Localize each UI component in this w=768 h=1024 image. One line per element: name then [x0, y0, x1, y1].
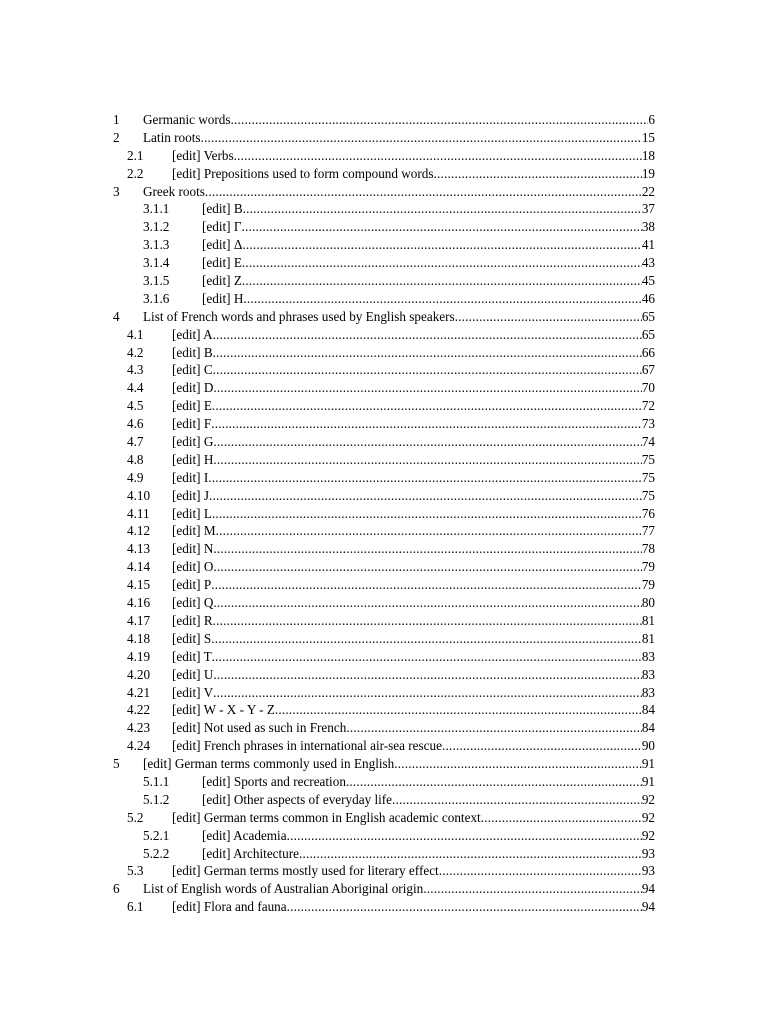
dot-leader: [231, 111, 649, 129]
dot-leader: [213, 344, 642, 362]
toc-entry-number: 5.1.1: [143, 773, 170, 789]
toc-entry-title: [edit] N: [172, 541, 214, 557]
toc-entry[interactable]: [113, 791, 655, 809]
toc-entry-page-number: 45: [641, 273, 655, 289]
toc-entry-number: 4.22: [127, 702, 151, 718]
toc-entry-page-number: 43: [641, 255, 655, 271]
toc-entry-number: 4.12: [127, 523, 151, 539]
toc-entry-page-number: 81: [641, 612, 655, 628]
toc-entry-title: [edit] Flora and fauna: [172, 899, 287, 915]
dot-leader: [243, 290, 641, 308]
toc-entry-page-number: 83: [641, 684, 655, 700]
toc-entry-title: [edit] H: [202, 290, 244, 306]
toc-entry[interactable]: [113, 845, 655, 863]
toc-entry[interactable]: [113, 594, 655, 612]
toc-entry-number: 4.1: [127, 326, 144, 342]
toc-entry-number: 4.24: [127, 738, 151, 754]
toc-entry-title: [edit] Q: [172, 595, 214, 611]
toc-entry-title: [edit] Architecture: [202, 845, 300, 861]
toc-entry-number: 4.4: [127, 380, 144, 396]
toc-entry-page-number: 74: [641, 434, 655, 450]
toc-entry[interactable]: [113, 111, 655, 129]
toc-entry-number: 4.15: [127, 577, 151, 593]
toc-entry-title: [edit] R: [172, 612, 213, 628]
toc-entry-page-number: 76: [641, 505, 655, 521]
dot-leader: [213, 433, 641, 451]
dot-leader: [213, 684, 642, 702]
toc-entry[interactable]: [113, 326, 655, 344]
toc-entry-page-number: 75: [641, 487, 655, 503]
toc-entry-title: [edit] Δ: [202, 237, 243, 253]
dot-leader: [216, 522, 642, 540]
toc-entry-title: [edit] B: [172, 344, 213, 360]
dot-leader: [299, 845, 642, 863]
toc-entry-number: 6.1: [127, 899, 144, 915]
toc-entry[interactable]: [113, 290, 655, 308]
toc-entry-number: 3.1.5: [143, 273, 170, 289]
toc-entry-page-number: 81: [641, 630, 655, 646]
toc-entry[interactable]: [113, 898, 655, 916]
dot-leader: [211, 415, 642, 433]
dot-leader: [212, 397, 642, 415]
toc-entry[interactable]: [113, 487, 655, 505]
dot-leader: [234, 147, 642, 165]
toc-entry-number: 5.3: [127, 863, 144, 879]
toc-entry-title: [edit] French phrases in international air-sea rescue: [172, 738, 442, 754]
toc-entry-page-number: 37: [641, 201, 655, 217]
dot-leader: [205, 183, 642, 201]
toc-entry-page-number: 19: [641, 165, 655, 181]
toc-entry-page-number: 93: [641, 845, 655, 861]
dot-leader: [287, 827, 642, 845]
dot-leader: [241, 218, 641, 236]
toc-entry-number: 4.11: [127, 505, 150, 521]
toc-entry[interactable]: [113, 254, 655, 272]
toc-entry-page-number: 91: [641, 756, 655, 772]
toc-entry[interactable]: [113, 648, 655, 666]
toc-entry-page-number: 46: [641, 290, 655, 306]
toc-entry-number: 3.1.4: [143, 255, 170, 271]
toc-entry[interactable]: [113, 236, 655, 254]
toc-entry-title: [edit] E: [172, 398, 212, 414]
toc-entry-number: 5: [113, 756, 120, 772]
toc-entry[interactable]: [113, 505, 655, 523]
toc-entry-page-number: 84: [641, 702, 655, 718]
toc-entry[interactable]: [113, 737, 655, 755]
toc-entry-page-number: 18: [641, 147, 655, 163]
toc-entry-page-number: 83: [641, 648, 655, 664]
toc-entry[interactable]: [113, 684, 655, 702]
toc-entry-page-number: 94: [641, 899, 655, 915]
dot-leader: [242, 236, 641, 254]
toc-entry-title: [edit] O: [172, 559, 214, 575]
toc-entry[interactable]: [113, 183, 655, 201]
dot-leader: [213, 540, 641, 558]
toc-entry[interactable]: [113, 701, 655, 719]
toc-entry-title: [edit] M: [172, 523, 216, 539]
toc-entry-page-number: 93: [641, 863, 655, 879]
toc-entry-title: [edit] S: [172, 630, 212, 646]
toc-entry-title: [edit] I: [172, 469, 209, 485]
dot-leader: [275, 701, 642, 719]
toc-entry[interactable]: [113, 666, 655, 684]
toc-entry-page-number: 92: [641, 827, 655, 843]
dot-leader: [439, 862, 642, 880]
toc-entry-number: 4.16: [127, 595, 151, 611]
dot-leader: [242, 272, 642, 290]
toc-entry-page-number: 92: [641, 809, 655, 825]
dot-leader: [442, 737, 642, 755]
toc-entry-title: [edit] V: [172, 684, 214, 700]
toc-entry[interactable]: [113, 755, 655, 773]
toc-entry-page-number: 90: [641, 738, 655, 754]
dot-leader: [201, 129, 642, 147]
toc-entry-number: 5.1.2: [143, 791, 170, 807]
toc-entry-page-number: 78: [641, 541, 655, 557]
toc-entry[interactable]: [113, 540, 655, 558]
toc-entry-number: 4.23: [127, 720, 151, 736]
toc-entry-page-number: 92: [641, 791, 655, 807]
toc-entry[interactable]: [113, 558, 655, 576]
toc-entry[interactable]: [113, 165, 655, 183]
toc-entry[interactable]: [113, 862, 655, 880]
toc-entry-page-number: 80: [641, 595, 655, 611]
toc-entry-number: 2.2: [127, 165, 144, 181]
toc-entry-page-number: 15: [641, 129, 655, 145]
toc-entry[interactable]: [113, 147, 655, 165]
toc-entry-number: 3: [113, 183, 120, 199]
dot-leader: [287, 898, 642, 916]
toc-entry-title: [edit] E: [202, 255, 242, 271]
toc-entry-page-number: 65: [641, 326, 655, 342]
toc-entry[interactable]: [113, 218, 655, 236]
toc-entry-number: 2: [113, 129, 120, 145]
toc-entry-number: 2.1: [127, 147, 144, 163]
dot-leader: [211, 576, 642, 594]
toc-entry-number: 4.5: [127, 398, 144, 414]
toc-entry-page-number: 94: [641, 881, 655, 897]
toc-entry-title: [edit] Verbs: [172, 147, 234, 163]
dot-leader: [392, 791, 642, 809]
dot-leader: [212, 505, 642, 523]
toc-entry-page-number: 73: [641, 416, 655, 432]
toc-entry-number: 4.6: [127, 416, 144, 432]
toc-entry-title: Greek roots: [143, 183, 205, 199]
toc-entry-page-number: 91: [641, 773, 655, 789]
dot-leader: [346, 719, 641, 737]
toc-entry-title: [edit] German terms commonly used in English: [143, 756, 395, 772]
toc-entry-title: [edit] German terms mostly used for literary effect: [172, 863, 439, 879]
toc-entry-title: List of English words of Australian Aboriginal origin: [143, 881, 424, 897]
toc-entry-number: 5.2: [127, 809, 144, 825]
toc-entry-title: [edit] Γ: [202, 219, 242, 235]
dot-leader: [213, 612, 642, 630]
dot-leader: [208, 469, 642, 487]
dot-leader: [213, 451, 641, 469]
toc-entry-number: 4.7: [127, 434, 144, 450]
toc-entry-title: [edit] F: [172, 416, 212, 432]
toc-entry-title: [edit] U: [172, 666, 214, 682]
toc-entry-title: [edit] Not used as such in French: [172, 720, 347, 736]
toc-entry-number: 4.9: [127, 469, 144, 485]
toc-entry-title: [edit] C: [172, 362, 213, 378]
toc-entry-title: Latin roots: [143, 129, 201, 145]
toc-entry-number: 4.14: [127, 559, 151, 575]
toc-entry[interactable]: [113, 809, 655, 827]
toc-entry-number: 4.18: [127, 630, 151, 646]
toc-entry-title: [edit] L: [172, 505, 212, 521]
toc-entry[interactable]: [113, 880, 655, 898]
toc-entry-number: 4.13: [127, 541, 151, 557]
toc-entry[interactable]: [113, 308, 655, 326]
toc-entry[interactable]: [113, 522, 655, 540]
toc-entry-page-number: 83: [641, 666, 655, 682]
toc-entry-number: 1: [113, 112, 120, 127]
toc-entry[interactable]: [113, 129, 655, 147]
toc-entry-page-number: 65: [641, 308, 655, 324]
toc-entry-title: Germanic words: [143, 112, 231, 127]
toc-entry[interactable]: [113, 397, 655, 415]
toc-entry[interactable]: [113, 451, 655, 469]
toc-entry-page-number: 79: [641, 577, 655, 593]
toc-entry-title: [edit] German terms common in English academic context: [172, 809, 481, 825]
toc-entry-page-number: 75: [641, 451, 655, 467]
dot-leader: [212, 648, 642, 666]
toc-entry[interactable]: [113, 827, 655, 845]
toc-entry[interactable]: [113, 576, 655, 594]
dot-leader: [213, 379, 641, 397]
toc-entry-title: [edit] Z: [202, 273, 242, 289]
dot-leader: [394, 755, 642, 773]
toc-entry-number: 4.10: [127, 487, 151, 503]
toc-entry-title: [edit] G: [172, 434, 214, 450]
toc-entry-page-number: 75: [641, 469, 655, 485]
toc-entry-page-number: 67: [641, 362, 655, 378]
dot-leader: [434, 165, 642, 183]
toc-entry[interactable]: [113, 361, 655, 379]
dot-leader: [209, 487, 642, 505]
toc-entry-title: [edit] Other aspects of everyday life: [202, 791, 393, 807]
dot-leader: [481, 809, 642, 827]
toc-entry-page-number: 84: [641, 720, 655, 736]
toc-entry[interactable]: [113, 773, 655, 791]
toc-entry-title: [edit] T: [172, 648, 212, 664]
toc-entry-number: 4.21: [127, 684, 151, 700]
toc-entry-page-number: 79: [641, 559, 655, 575]
dot-leader: [455, 308, 642, 326]
toc-entry-number: 3.1.3: [143, 237, 170, 253]
dot-leader: [213, 666, 641, 684]
toc-entry-page-number: 41: [641, 237, 655, 253]
toc-entry-page-number: 22: [641, 183, 655, 199]
toc-entry-number: 4.20: [127, 666, 151, 682]
toc-entry-number: 4: [113, 308, 120, 324]
toc-entry[interactable]: [113, 344, 655, 362]
toc-entry-number: 4.2: [127, 344, 144, 360]
toc-entry-title: List of French words and phrases used by English speakers: [143, 308, 455, 324]
dot-leader: [213, 558, 641, 576]
toc-entry-number: 3.1.6: [143, 290, 170, 306]
toc-entry-title: [edit] B: [202, 201, 243, 217]
toc-entry[interactable]: [113, 469, 655, 487]
toc-entry-page-number: 38: [641, 219, 655, 235]
toc-entry[interactable]: [113, 200, 655, 218]
toc-entry[interactable]: [113, 630, 655, 648]
table-of-contents: [113, 111, 655, 916]
dot-leader: [242, 254, 642, 272]
toc-entry-title: [edit] Academia: [202, 827, 287, 843]
dot-leader: [211, 630, 642, 648]
toc-entry-page-number: 72: [641, 398, 655, 414]
toc-entry-page-number: 66: [641, 344, 655, 360]
toc-entry[interactable]: [113, 433, 655, 451]
toc-entry[interactable]: [113, 612, 655, 630]
toc-entry-title: [edit] W - X - Y - Z: [172, 702, 275, 718]
toc-entry[interactable]: [113, 719, 655, 737]
toc-entry-title: [edit] Prepositions used to form compound words: [172, 165, 434, 181]
dot-leader: [213, 326, 642, 344]
dot-leader: [423, 880, 642, 898]
toc-entry-page-number: 6: [648, 112, 655, 127]
toc-entry-number: 3.1.1: [143, 201, 170, 217]
toc-entry-page-number: 77: [641, 523, 655, 539]
dot-leader: [346, 773, 642, 791]
dot-leader: [213, 594, 641, 612]
toc-entry[interactable]: [113, 379, 655, 397]
toc-entry-title: [edit] D: [172, 380, 214, 396]
toc-entry[interactable]: [113, 272, 655, 290]
dot-leader: [243, 200, 642, 218]
toc-entry-title: [edit] J: [172, 487, 209, 503]
toc-entry[interactable]: [113, 415, 655, 433]
toc-entry-number: 4.3: [127, 362, 144, 378]
toc-entry-number: 5.2.1: [143, 827, 170, 843]
toc-entry-number: 4.17: [127, 612, 151, 628]
toc-entry-title: [edit] A: [172, 326, 213, 342]
dot-leader: [213, 361, 642, 379]
toc-entry-page-number: 70: [641, 380, 655, 396]
toc-entry-number: 5.2.2: [143, 845, 170, 861]
toc-entry-title: [edit] Sports and recreation: [202, 773, 346, 789]
toc-entry-number: 4.19: [127, 648, 151, 664]
toc-entry-title: [edit] P: [172, 577, 212, 593]
toc-entry-number: 6: [113, 881, 120, 897]
toc-entry-number: 3.1.2: [143, 219, 170, 235]
toc-entry-title: [edit] H: [172, 451, 214, 467]
toc-entry-number: 4.8: [127, 451, 144, 467]
